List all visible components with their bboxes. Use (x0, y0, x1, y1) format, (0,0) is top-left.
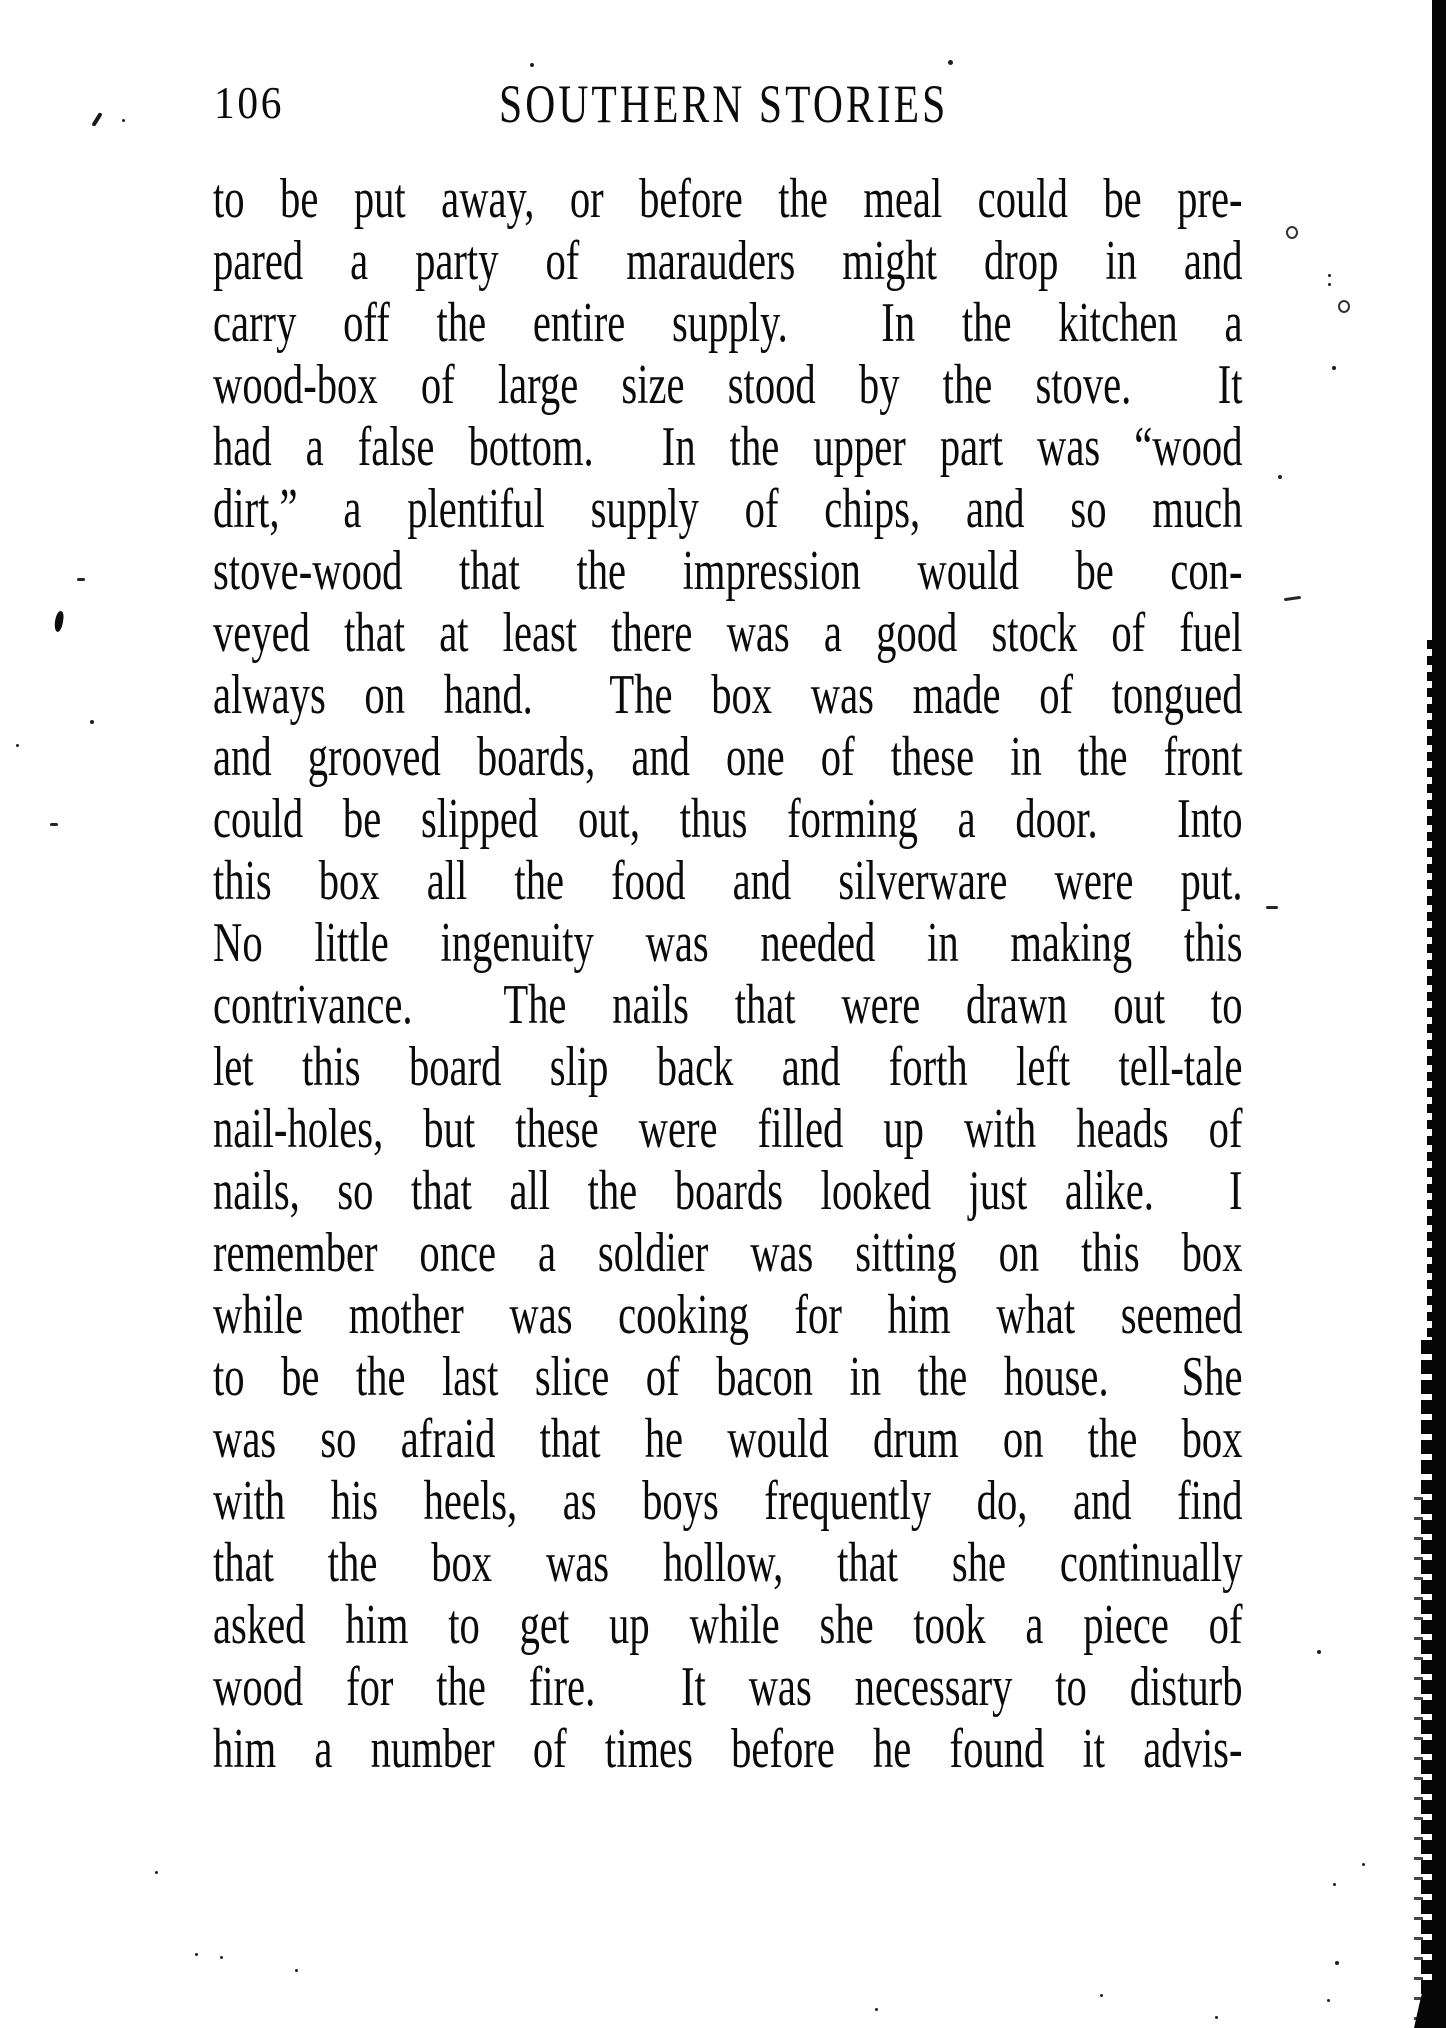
scan-speck (1327, 1999, 1330, 2002)
body-text-line: always on hand. The box was made of tongued (213, 664, 1243, 726)
scan-edge-bar (1432, 0, 1446, 2028)
scan-speck (1278, 475, 1282, 479)
scan-speck (220, 1956, 223, 1959)
scan-speck (295, 1969, 298, 1972)
body-text-line: wood for the fire. It was necessary to disturb (213, 1656, 1243, 1718)
body-text-line: while mother was cooking for him what seemed (213, 1284, 1243, 1346)
scan-speck (53, 610, 65, 632)
scan-speck (91, 112, 102, 127)
body-text-line: let this board slip back and forth left tell-tale (213, 1036, 1243, 1098)
body-text-line: to be put away, or before the meal could be pre- (213, 168, 1243, 230)
scan-speck (1286, 226, 1298, 239)
body-text-line: that the box was hollow, that she continually (213, 1532, 1243, 1594)
body-text-line: was so afraid that he would drum on the box (213, 1408, 1243, 1470)
scan-speck (948, 60, 953, 65)
body-text-line: to be the last slice of bacon in the house. She (213, 1346, 1243, 1408)
body-text (213, 168, 1243, 1780)
body-text-line: carry off the entire supply. In the kitchen a (213, 292, 1243, 354)
scan-speck (875, 2008, 878, 2011)
body-text-line: stove-wood that the impression would be con- (213, 540, 1243, 602)
scan-speck (16, 744, 19, 747)
scan-speck (1317, 1650, 1321, 1654)
scan-speck (1332, 366, 1336, 370)
body-text-line: No little ingenuity was needed in making this (213, 912, 1243, 974)
body-text-line: dirt,” a plentiful supply of chips, and so much (213, 478, 1243, 540)
scan-speck (50, 823, 58, 826)
scan-speck (1333, 1883, 1336, 1886)
scan-speck (1328, 274, 1331, 277)
scan-speck (155, 1871, 158, 1874)
scan-speck (77, 578, 85, 581)
body-text-line: wood-box of large size stood by the stove. It (213, 354, 1243, 416)
body-text-line: him a number of times before he found it advis- (213, 1718, 1243, 1780)
body-text-line: could be slipped out, thus forming a door. Into (213, 788, 1243, 850)
body-text-line: asked him to get up while she took a piece of (213, 1594, 1243, 1656)
scan-speck (530, 63, 534, 67)
scan-speck (1100, 1994, 1103, 1997)
body-text-line: and grooved boards, and one of these in the front (213, 726, 1243, 788)
scan-speck (1284, 596, 1301, 601)
body-text-line: this box all the food and silverware were put. (213, 850, 1243, 912)
body-text-line: remember once a soldier was sitting on this box (213, 1222, 1243, 1284)
scan-speck (1362, 1863, 1365, 1866)
scan-speck (1215, 2016, 1218, 2019)
body-text-line: with his heels, as boys frequently do, and find (213, 1470, 1243, 1532)
scan-edge-ragged (1414, 1480, 1423, 2028)
body-text-line: nails, so that all the boards looked just alike. I (213, 1160, 1243, 1222)
scan-edge-ragged (1427, 640, 1434, 1340)
body-text-line: contrivance. The nails that were drawn out to (213, 974, 1243, 1036)
scan-speck (1335, 1961, 1339, 1965)
scan-speck (90, 720, 94, 724)
scan-speck (1328, 283, 1331, 286)
running-header: SOUTHERN STORIES (499, 74, 949, 134)
scan-speck (122, 119, 125, 122)
scan-speck (195, 1953, 198, 1956)
page-number: 106 (214, 77, 285, 128)
scan-speck (1266, 906, 1278, 909)
body-text-line: veyed that at least there was a good stock of fuel (213, 602, 1243, 664)
body-text-line: pared a party of marauders might drop in and (213, 230, 1243, 292)
body-text-line: nail-holes, but these were filled up with heads of (213, 1098, 1243, 1160)
scan-speck (1338, 300, 1350, 313)
body-text-line: had a false bottom. In the upper part was “wood (213, 416, 1243, 478)
